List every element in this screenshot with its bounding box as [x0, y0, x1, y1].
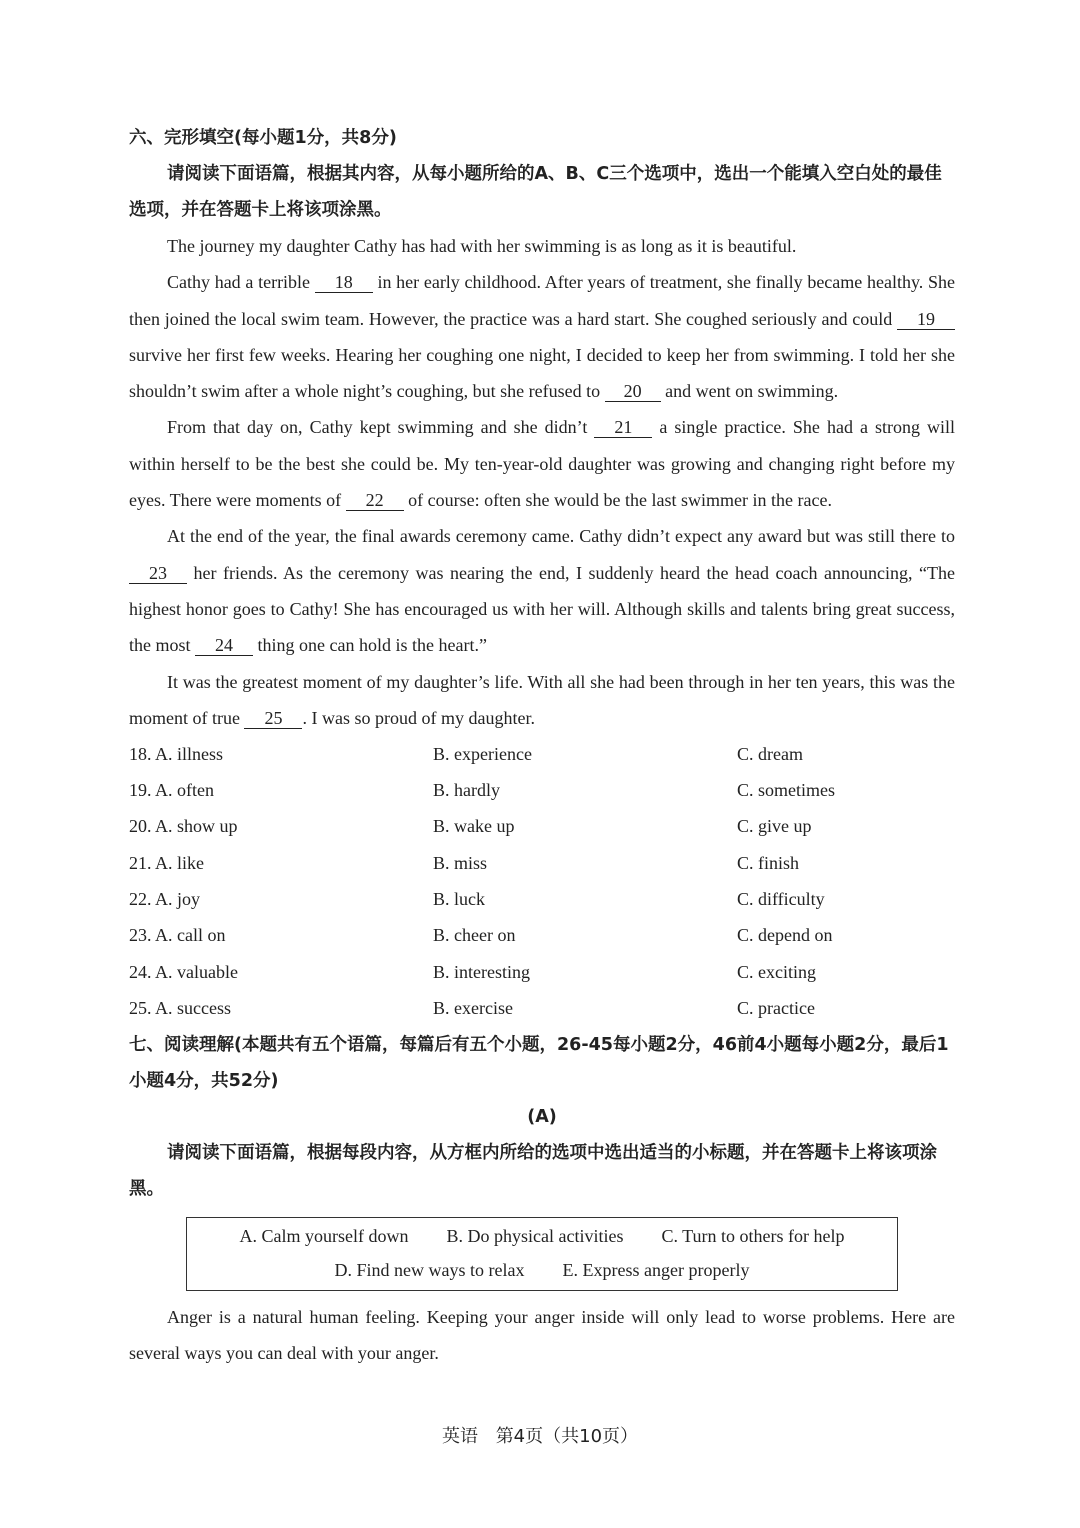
page-footer: [0, 1422, 1080, 1448]
blank-20: 20: [605, 381, 661, 402]
section-6-instruction: 请阅读下面语篇，根据其内容，从每小题所给的A、B、C三个选项中，选出一个能填入空白处的最佳选项，并在答题卡上将该项涂黑。: [129, 164, 942, 220]
passage-paragraph-4: At the end of the year, the final awards ceremony came. Cathy didn’t expect any award but was still there to 23 her friends. As the ceremony was nearing the end, I suddenly heard the head coach announcing, “The highest honor goes to Cathy! She has encouraged us with her will. Although skills and talents bring great success, the most 24 thing one can hold is the heart.”: [129, 526, 955, 656]
box-option-c: C. Turn to others for help: [661, 1226, 845, 1247]
blank-25: 25: [244, 708, 302, 729]
option-c: C. give up: [737, 816, 812, 837]
option-a: 20. A. show up: [129, 816, 238, 837]
option-row-18: [129, 736, 955, 772]
option-b: B. cheer on: [433, 925, 516, 946]
option-c: C. dream: [737, 743, 803, 764]
option-c: C. depend on: [737, 925, 833, 946]
option-a: 24. A. valuable: [129, 961, 238, 982]
box-row-1: [187, 1220, 897, 1254]
option-b: B. interesting: [433, 961, 530, 982]
answer-options: [129, 736, 955, 1026]
option-c: C. difficulty: [737, 888, 825, 909]
option-row-25: [129, 990, 955, 1026]
option-row-22: [129, 881, 955, 917]
box-row-2: [187, 1254, 897, 1288]
option-c: C. exciting: [737, 961, 816, 982]
box-option-d: D. Find new ways to relax: [334, 1260, 525, 1281]
section-6-heading: 六、完形填空(每小题1分，共8分): [129, 128, 397, 148]
option-row-20: [129, 809, 955, 845]
option-a: 18. A. illness: [129, 743, 224, 764]
option-b: B. experience: [433, 743, 532, 764]
option-b: B. hardly: [433, 780, 500, 801]
option-b: B. luck: [433, 888, 485, 909]
option-row-24: [129, 954, 955, 990]
option-b: B. miss: [433, 852, 488, 873]
box-option-e: E. Express anger properly: [562, 1260, 750, 1281]
blank-23: 23: [129, 563, 187, 584]
blank-22: 22: [346, 490, 404, 511]
option-b: B. exercise: [433, 997, 513, 1018]
option-c: C. practice: [737, 997, 815, 1018]
box-option-b: B. Do physical activities: [446, 1226, 624, 1247]
section-7-instruction: 请阅读下面语篇，根据每段内容，从方框内所给的选项中选出适当的小标题，并在答题卡上将该项涂黑。: [129, 1142, 937, 1199]
option-row-23: [129, 918, 955, 954]
option-a: 19. A. often: [129, 780, 214, 801]
blank-18: 18: [315, 272, 373, 293]
option-c: C. sometimes: [737, 780, 835, 801]
reading-a-intro: Anger is a natural human feeling. Keeping your anger inside will only lead to worse problems. Here are several ways you can deal with your anger.: [129, 1306, 955, 1363]
option-row-21: [129, 845, 955, 881]
option-a: 23. A. call on: [129, 925, 226, 946]
passage-paragraph-3: From that day on, Cathy kept swimming and she didn’t 21 a single practice. She had a strong will within herself to be the best she could be. My ten-year-old daughter was growing and changing right before my eyes. There were moments of 22 of course: often she would be the last swimmer in the race.: [129, 417, 956, 511]
blank-19: 19: [897, 309, 955, 330]
blank-21: 21: [594, 417, 652, 438]
blank-24: 24: [195, 635, 253, 656]
option-a: 25. A. success: [129, 997, 231, 1018]
part-a-title: (A): [527, 1106, 557, 1127]
option-a: 21. A. like: [129, 852, 204, 873]
section-7-heading: 七、阅读理解(本题共有五个语篇，每篇后有五个小题，26-45每小题2分，46前4小题每小题2分，最后1小题4分，共52分): [129, 1034, 949, 1091]
heading-options-box: [186, 1217, 898, 1291]
passage-paragraph-5: It was the greatest moment of my daughter’s life. With all she had been through in her ten years, this was the moment of true 25 . I was so proud of my daughter.: [129, 671, 955, 728]
exam-page: [129, 120, 955, 1371]
option-a: 22. A. joy: [129, 888, 201, 909]
option-row-19: [129, 772, 955, 808]
option-b: B. wake up: [433, 816, 515, 837]
passage-paragraph-1: The journey my daughter Cathy has had with her swimming is as long as it is beautiful.: [167, 236, 797, 256]
footer-subject: 英语: [441, 1426, 478, 1447]
passage-paragraph-2: Cathy had a terrible 18 in her early childhood. After years of treatment, she finally became healthy. She then joined the local swim team. However, the practice was a hard start. She coughed seriously and could 19 survive her first few weeks. Hearing her coughing one night, I decided to keep her from swimming. I told her she shouldn’t swim after a whole night’s coughing, but she refused to 20 and went on swimming.: [129, 272, 955, 402]
option-c: C. finish: [737, 852, 800, 873]
box-option-a: A. Calm yourself down: [239, 1226, 409, 1247]
footer-page-number: 第4页（共10页）: [495, 1426, 639, 1447]
